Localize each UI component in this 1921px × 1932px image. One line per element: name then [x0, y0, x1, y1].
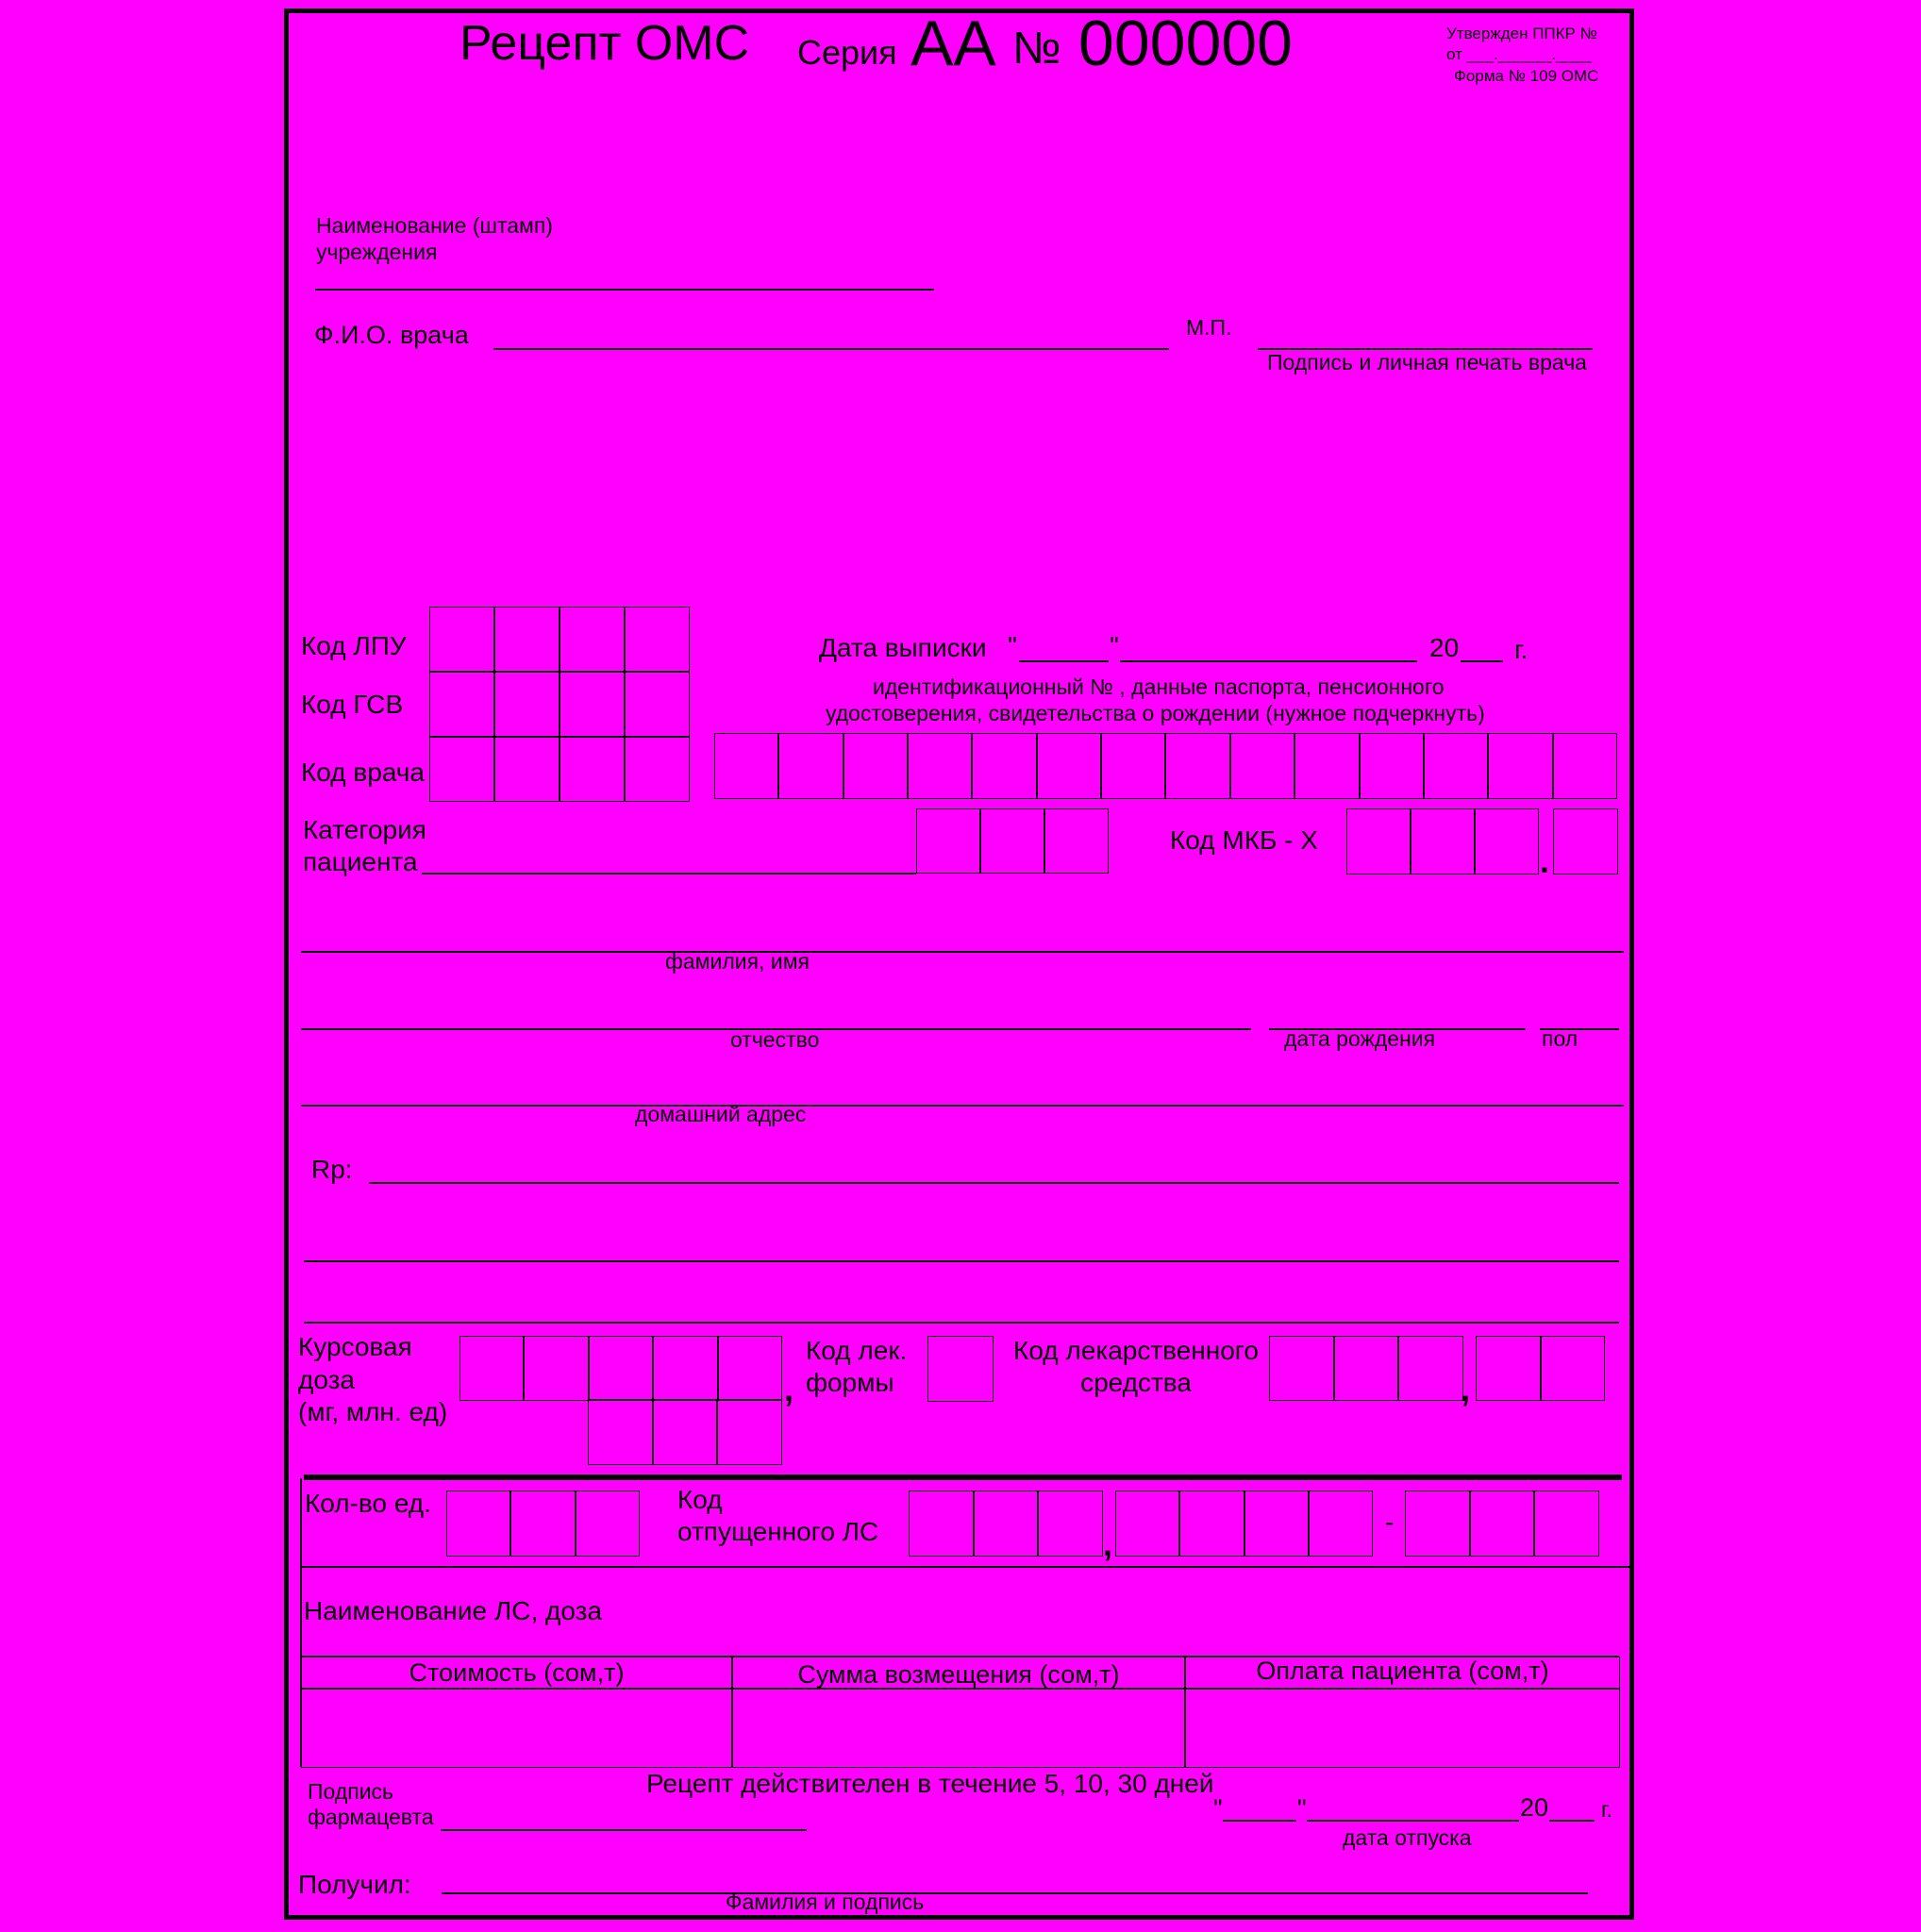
issue-month-line[interactable] [1120, 660, 1417, 662]
issue-date-quote-close: " [1110, 631, 1119, 660]
dose-cell[interactable] [589, 1336, 653, 1401]
code-cell[interactable] [494, 672, 560, 737]
issue-year-line[interactable] [1461, 660, 1503, 662]
course-dose-grid-2 [588, 1399, 782, 1465]
pharmacist-signature-line[interactable] [441, 1829, 807, 1831]
mkb-cell[interactable] [1553, 808, 1618, 874]
reimbursement-header: Сумма возмещения (сом,т) [732, 1657, 1185, 1689]
dispensed-cell[interactable] [1179, 1491, 1244, 1557]
code-cell[interactable] [560, 672, 625, 737]
cost-header: Стоимость (сом,т) [301, 1657, 732, 1689]
code-cell[interactable] [494, 737, 560, 802]
code-cell[interactable] [429, 737, 494, 802]
dispensed-cell[interactable] [1115, 1491, 1179, 1557]
code-cell[interactable] [560, 737, 625, 802]
validity-note: Рецепт действителен в течение 5, 10, 30 дней [646, 1769, 1214, 1798]
mkb-cell[interactable] [1346, 808, 1411, 874]
drug-form-label-2: формы [806, 1368, 894, 1397]
id-cell[interactable] [972, 733, 1036, 799]
code-cell[interactable] [560, 607, 625, 672]
rp-label: Rp: [311, 1155, 353, 1184]
patronymic-caption: отчество [730, 1027, 820, 1052]
pharmacist-label-1: Подпись [308, 1779, 394, 1804]
gsv-code-label: Код ГСВ [301, 690, 404, 719]
rp-line-3[interactable] [304, 1322, 1619, 1324]
quantity-label: Кол-во ед. [305, 1489, 431, 1518]
doctor-signature-caption: Подпись и личная печать врача [1267, 350, 1587, 375]
quantity-cell[interactable] [576, 1491, 640, 1557]
id-cell[interactable] [1424, 733, 1488, 799]
lpu-code-label: Код ЛПУ [301, 631, 407, 660]
id-number-grid [714, 733, 1617, 799]
prescription-number: 000000 [1078, 8, 1293, 79]
dispensed-cell[interactable] [1038, 1491, 1103, 1557]
drug-code-label-2: средства [1080, 1368, 1192, 1397]
drug-code-grid [1269, 1336, 1463, 1401]
dose-cell[interactable] [653, 1336, 717, 1401]
mkb-dot: . [1540, 841, 1550, 880]
address-caption: домашний адрес [635, 1102, 807, 1126]
dispensed-cell[interactable] [1470, 1491, 1535, 1557]
drug-code-cell[interactable] [1334, 1336, 1399, 1401]
received-signature-line[interactable] [442, 1892, 1588, 1894]
dispensed-cell[interactable] [1309, 1491, 1373, 1557]
drug-code-cell[interactable] [1398, 1336, 1463, 1401]
doctor-code-label: Код врача [301, 758, 425, 787]
issue-date-quote-open: " [1008, 631, 1017, 660]
issue-date-label: Дата выписки [819, 633, 987, 662]
drug-code-label-1: Код лекарственного [1013, 1336, 1259, 1365]
category-cell[interactable] [1044, 808, 1109, 874]
rp-line-1[interactable] [369, 1182, 1619, 1184]
form-number: Форма № 109 ОМС [1454, 67, 1599, 85]
sex-caption: пол [1542, 1026, 1579, 1051]
drug-code-grid-2 [1476, 1336, 1605, 1401]
category-code-grid [916, 808, 1109, 874]
doctor-fio-label: Ф.И.О. врача [314, 321, 469, 349]
series-label: Серия [797, 33, 897, 72]
dispense-day-line[interactable] [1223, 1820, 1296, 1822]
category-label-2: пациента [303, 847, 418, 876]
mkb-cell[interactable] [1475, 808, 1539, 874]
dose-cell[interactable] [524, 1336, 588, 1401]
address-line[interactable] [301, 1105, 1624, 1107]
code-cell[interactable] [625, 672, 690, 737]
received-caption: Фамилия и подпись [726, 1890, 925, 1914]
dispense-year-prefix: 20 [1520, 1793, 1549, 1822]
dispense-date-caption: дата отпуска [1343, 1825, 1472, 1850]
dispensed-cell[interactable] [1405, 1491, 1470, 1557]
id-cell[interactable] [1553, 733, 1617, 799]
dispensed-code-grid-1 [909, 1491, 1103, 1557]
dispensed-cell[interactable] [1534, 1491, 1599, 1557]
dose-cell[interactable] [718, 1336, 782, 1401]
dispensed-cell[interactable] [909, 1491, 974, 1557]
quantity-cell[interactable] [510, 1491, 575, 1557]
drug-form-box [927, 1336, 994, 1402]
dose-cell[interactable] [588, 1399, 653, 1465]
patient-name-line[interactable] [301, 951, 1624, 953]
course-dose-label-3: (мг, млн. ед) [298, 1397, 448, 1426]
quantity-cell[interactable] [446, 1491, 510, 1557]
category-line[interactable] [422, 873, 916, 874]
patient-payment-header: Оплата пациента (сом,т) [1185, 1657, 1620, 1689]
codes-grid [429, 607, 690, 802]
approval-text: Утвержден ППКР № [1446, 25, 1597, 42]
pharmacy-divider [304, 1474, 1622, 1480]
mkb-cell[interactable] [1411, 808, 1475, 874]
category-label-1: Категория [303, 815, 426, 844]
code-cell[interactable] [625, 737, 690, 802]
id-cell[interactable] [844, 733, 908, 799]
patient-name-caption: фамилия, имя [665, 949, 810, 974]
drug-name-label: Наименование ЛС, доза [304, 1596, 603, 1625]
dose-cell[interactable] [653, 1399, 718, 1465]
birth-date-caption: дата рождения [1284, 1026, 1436, 1051]
category-cell[interactable] [980, 808, 1044, 874]
id-cell[interactable] [1360, 733, 1424, 799]
doctor-fio-line[interactable] [493, 348, 1169, 350]
id-cell[interactable] [1295, 733, 1359, 799]
issue-year-suffix: г. [1514, 635, 1528, 664]
id-cell[interactable] [908, 733, 972, 799]
drug-code-cell[interactable] [1541, 1336, 1606, 1401]
dispensed-cell[interactable] [1244, 1491, 1309, 1557]
stamp-place-label: М.П. [1186, 315, 1232, 340]
id-cell[interactable] [1037, 733, 1101, 799]
reimbursement-cell[interactable] [732, 1689, 1185, 1768]
code-cell[interactable] [625, 607, 690, 672]
dose-comma: , [784, 1370, 794, 1408]
course-dose-label-2: доза [298, 1365, 356, 1394]
id-cell[interactable] [1230, 733, 1295, 799]
dispensed-comma: , [1103, 1524, 1113, 1563]
issue-day-line[interactable] [1019, 660, 1109, 662]
pharmacist-label-2: фармацевта [308, 1805, 434, 1829]
code-cell[interactable] [429, 607, 494, 672]
rp-line-2[interactable] [304, 1260, 1619, 1262]
mkb-code-extra [1553, 808, 1618, 874]
received-label: Получил: [298, 1870, 411, 1899]
dose-cell[interactable] [459, 1336, 524, 1401]
institution-label-2: учреждения [316, 240, 438, 264]
course-dose-grid [459, 1336, 782, 1401]
code-cell[interactable] [429, 672, 494, 737]
drug-code-cell[interactable] [1269, 1336, 1334, 1401]
dispensed-cell[interactable] [974, 1491, 1039, 1557]
id-cell[interactable] [778, 733, 843, 799]
id-cell[interactable] [1101, 733, 1165, 799]
dispensed-code-label-1: Код [677, 1485, 723, 1514]
id-cell[interactable] [1488, 733, 1552, 799]
dispense-year-line[interactable] [1549, 1820, 1595, 1822]
id-cell[interactable] [1165, 733, 1229, 799]
id-cell[interactable] [714, 733, 778, 799]
approval-date: от ___.______.____ [1446, 45, 1592, 63]
drug-form-cell[interactable] [927, 1336, 994, 1402]
payment-table [301, 1657, 1620, 1768]
dispense-date-quote-close: " [1297, 1794, 1307, 1823]
dispense-date-quote-open: " [1213, 1794, 1223, 1823]
id-caption-1: идентификационный № , данные паспорта, пенсионного [873, 675, 1445, 699]
institution-label: Наименование (штамп) [316, 213, 553, 238]
drug-code-comma: , [1461, 1370, 1471, 1408]
dispense-year-suffix: г. [1601, 1797, 1612, 1822]
cost-cell[interactable] [301, 1689, 732, 1768]
drug-code-cell[interactable] [1476, 1336, 1541, 1401]
dispensed-dash: - [1385, 1507, 1395, 1537]
drug-name-top-line [300, 1566, 1630, 1568]
institution-line[interactable] [315, 289, 934, 291]
mkb-code-grid [1346, 808, 1539, 874]
dispensed-code-grid-2 [1115, 1491, 1373, 1557]
series-value: АА [910, 8, 996, 79]
mkb-code-label: Код МКБ - Х [1170, 825, 1318, 855]
code-cell[interactable] [494, 607, 560, 672]
id-caption-2: удостоверения, свидетельства о рождении (нужное подчеркнуть) [826, 701, 1485, 725]
quantity-grid [446, 1491, 640, 1557]
form-frame [284, 8, 1634, 1920]
dispense-month-line[interactable] [1307, 1820, 1519, 1822]
drug-form-label-1: Код лек. [806, 1336, 908, 1365]
dispensed-code-label-2: отпущенного ЛС [677, 1517, 879, 1546]
issue-year-prefix: 20 [1429, 633, 1460, 662]
category-cell[interactable] [916, 808, 980, 874]
dose-cell[interactable] [717, 1399, 782, 1465]
dispensed-code-grid-3 [1405, 1491, 1599, 1557]
form-title: Рецепт ОМС [459, 16, 750, 71]
number-sign: № [1012, 24, 1061, 74]
course-dose-label-1: Курсовая [298, 1332, 412, 1361]
patient-payment-cell[interactable] [1185, 1689, 1620, 1768]
